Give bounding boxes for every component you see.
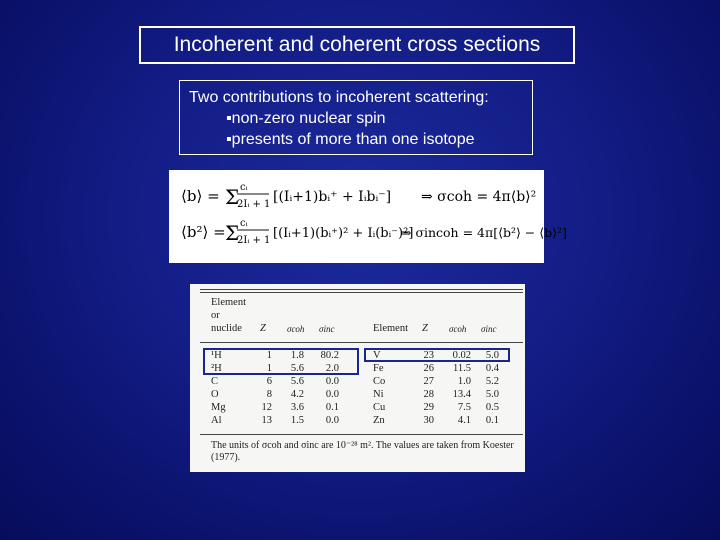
cell-right-coh: 7.5: [457, 402, 471, 413]
cell-left-el: Al: [211, 415, 222, 426]
cell-right-el: Cu: [373, 402, 386, 413]
coh-lhs: ⟨b⟩ =: [181, 187, 220, 205]
cell-right-inc: 5.0: [485, 350, 499, 361]
bullet-nuclear-spin: ▪non-zero nuclear spin: [226, 110, 386, 127]
cell-right-z: 26: [423, 363, 434, 374]
coh-frac-num: cᵢ: [240, 182, 248, 193]
cell-right-inc: 5.2: [485, 376, 499, 387]
cell-left-coh: 4.2: [290, 389, 304, 400]
cell-left-el: O: [211, 389, 219, 400]
cell-right-inc: 5.0: [485, 389, 499, 400]
intro-text-box: [179, 80, 533, 155]
cell-right-coh: 0.02: [452, 350, 471, 361]
header-coh-right: σcoh: [449, 324, 467, 334]
cell-left-z: 13: [261, 415, 272, 426]
cell-right-inc: 0.4: [485, 363, 499, 374]
header-or: or: [211, 310, 220, 321]
coh-body: [(Iᵢ+1)bᵢ⁺ + Iᵢbᵢ⁻]: [273, 189, 392, 205]
table-top-rule: [200, 289, 523, 290]
cell-left-z: 8: [266, 389, 272, 400]
inc-body: [(Iᵢ+1)(bᵢ⁺)² + Iᵢ(bᵢ⁻)²]: [273, 226, 414, 241]
cell-left-coh: 5.6: [290, 363, 304, 374]
cell-left-el: C: [211, 376, 219, 387]
cell-right-coh: 1.0: [457, 376, 471, 387]
cell-right-z: 23: [423, 350, 434, 361]
cell-right-z: 28: [423, 389, 434, 400]
table-bottom-rule: [200, 434, 523, 435]
header-inc-right: σinc: [481, 324, 497, 334]
cell-left-el: Mg: [211, 402, 226, 413]
cell-right-z: 29: [423, 402, 434, 413]
cell-left-z: 1: [266, 363, 272, 374]
header-element-right: Element: [373, 323, 408, 334]
cell-left-el: ²H: [211, 363, 222, 374]
cell-right-z: 30: [423, 415, 434, 426]
cell-right-inc: 0.1: [485, 415, 499, 426]
table-header-rule: [200, 342, 523, 343]
cell-left-coh: 1.5: [290, 415, 304, 426]
cell-right-coh: 13.4: [452, 389, 471, 400]
inc-frac-den: 2Iᵢ + 1: [237, 235, 271, 246]
cell-left-coh: 1.8: [290, 350, 304, 361]
cell-left-inc: 0.0: [325, 376, 339, 387]
inc-rhs: ⇒ σincoh = 4π[⟨b²⟩ − ⟨b⟩²]: [401, 225, 567, 240]
header-element: Element: [211, 297, 246, 308]
cross-section-table: [190, 284, 525, 472]
coh-frac-den: 2Iᵢ + 1: [237, 199, 271, 210]
formula-svg: [169, 170, 567, 263]
formula-image: [169, 170, 567, 263]
cell-right-el: Zn: [373, 415, 385, 426]
coh-rhs: ⇒ σcoh = 4π⟨b⟩²: [421, 189, 537, 205]
slide-title: Incoherent and coherent cross sections: [139, 26, 575, 64]
table-top-rule-2: [200, 292, 523, 293]
cell-right-coh: 11.5: [453, 363, 471, 374]
cell-left-z: 1: [266, 350, 272, 361]
cell-left-inc: 0.0: [325, 415, 339, 426]
cell-left-coh: 5.6: [290, 376, 304, 387]
cell-left-z: 6: [266, 376, 272, 387]
cell-left-inc: 2.0: [325, 363, 339, 374]
cell-right-z: 27: [423, 376, 434, 387]
header-coh-left: σcoh: [287, 324, 305, 334]
inc-sum-symbol: Σ: [225, 221, 240, 245]
inc-lhs: ⟨b²⟩ =: [181, 223, 226, 241]
cell-left-inc: 80.2: [320, 350, 339, 361]
cell-right-el: Ni: [373, 389, 384, 400]
table-caption: The units of σcoh and σinc are 10⁻²⁸ m². The values are taken from Koester (1977).: [211, 440, 514, 463]
cell-right-el: Co: [373, 376, 386, 387]
header-z-right: Z: [422, 323, 428, 334]
coh-sum-symbol: Σ: [225, 185, 240, 209]
header-nuclide: nuclide: [211, 323, 242, 334]
bullet-isotopes: ▪presents of more than one isotope: [226, 131, 475, 148]
cell-right-el: V: [373, 350, 381, 361]
cell-left-coh: 3.6: [290, 402, 304, 413]
inc-frac-num: cᵢ: [240, 218, 248, 229]
cell-right-coh: 4.1: [457, 415, 471, 426]
cell-left-z: 12: [261, 402, 272, 413]
cell-right-el: Fe: [373, 363, 384, 374]
cell-left-el: ¹H: [211, 350, 222, 361]
header-inc-left: σinc: [319, 324, 335, 334]
cell-left-inc: 0.0: [325, 389, 339, 400]
cell-right-inc: 0.5: [485, 402, 499, 413]
highlight-hydrogen-rows: [203, 348, 359, 375]
highlight-vanadium-row: [364, 348, 510, 362]
intro-line: Two contributions to incoherent scattering:: [189, 89, 489, 106]
cell-left-inc: 0.1: [325, 402, 339, 413]
header-z-left: Z: [260, 323, 266, 334]
